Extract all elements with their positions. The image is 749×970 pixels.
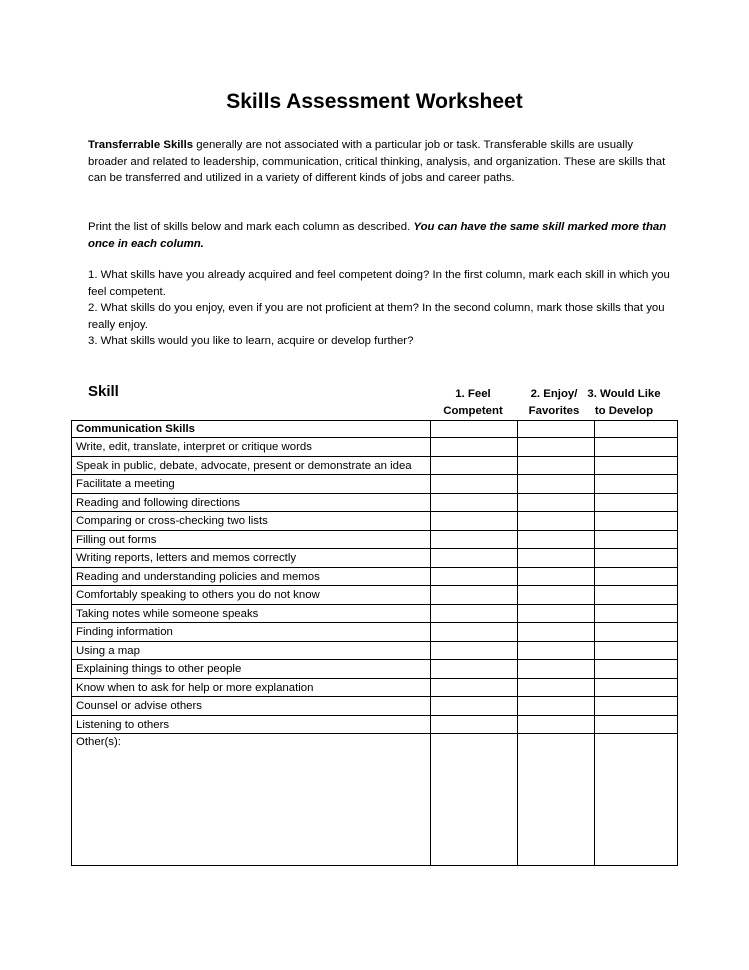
check-cell-develop[interactable]	[594, 586, 677, 605]
skill-label: Finding information	[72, 623, 431, 642]
check-cell-enjoy[interactable]	[517, 530, 594, 549]
check-cell-develop[interactable]	[594, 678, 677, 697]
table-row	[72, 493, 678, 512]
check-cell-enjoy[interactable]	[517, 734, 594, 866]
check-cell-develop[interactable]	[594, 715, 677, 734]
skill-label: Facilitate a meeting	[72, 475, 431, 494]
skill-label: Counsel or advise others	[72, 697, 431, 716]
skill-label: Comparing or cross-checking two lists	[72, 512, 431, 531]
table-row	[72, 456, 678, 475]
table-row	[72, 512, 678, 531]
intro-paragraph	[88, 137, 673, 187]
column-header-line: 1. Feel	[455, 388, 491, 400]
check-cell-enjoy[interactable]	[517, 697, 594, 716]
check-cell-develop[interactable]	[594, 530, 677, 549]
instructions-emphasis: You can have the same skill marked more than once in each column.	[88, 221, 667, 250]
check-cell-enjoy[interactable]	[517, 715, 594, 734]
check-cell-enjoy[interactable]	[517, 475, 594, 494]
page-title: Skills Assessment Worksheet	[226, 90, 523, 113]
question-2: 2. What skills do you enjoy, even if you are not proficient at them? In the second column, mark those skills that you really enjoy.	[88, 302, 665, 331]
table-row	[72, 623, 678, 642]
check-cell-enjoy[interactable]	[517, 604, 594, 623]
skills-table	[71, 420, 678, 866]
question-3: 3. What skills would you like to learn, acquire or develop further?	[88, 335, 414, 347]
check-cell-develop[interactable]	[594, 623, 677, 642]
check-cell-develop[interactable]	[594, 421, 677, 438]
table-row	[72, 438, 678, 457]
question-1: 1. What skills have you already acquired and feel competent doing? In the first column, mark each skill in which you feel competent.	[88, 269, 670, 298]
check-cell-competent[interactable]	[430, 475, 517, 494]
check-cell-enjoy[interactable]	[517, 641, 594, 660]
table-row	[72, 697, 678, 716]
table-row	[72, 549, 678, 568]
check-cell-develop[interactable]	[594, 660, 677, 679]
check-cell-develop[interactable]	[594, 641, 677, 660]
check-cell-competent[interactable]	[430, 678, 517, 697]
check-cell-enjoy[interactable]	[517, 623, 594, 642]
column-header-line: 3. Would Like	[587, 388, 661, 400]
intro-text: generally are not associated with a particular job or task. Transferable skills are usually broader and related to leadership, communication, critical thinking, analysis, and organization. These are skills that can be transferred and utilized in a variety of different kinds of jobs and career paths.	[88, 139, 666, 184]
skill-label: Taking notes while someone speaks	[72, 604, 431, 623]
check-cell-competent[interactable]	[430, 456, 517, 475]
skill-label: Filling out forms	[72, 530, 431, 549]
skill-label: Writing reports, letters and memos correctly	[72, 549, 431, 568]
check-cell-develop[interactable]	[594, 438, 677, 457]
check-cell-competent[interactable]	[430, 530, 517, 549]
instructions-text: Print the list of skills below and mark each column as described.	[88, 221, 414, 233]
check-cell-develop[interactable]	[594, 475, 677, 494]
table-row	[72, 530, 678, 549]
check-cell-enjoy[interactable]	[517, 660, 594, 679]
check-cell-competent[interactable]	[430, 549, 517, 568]
check-cell-competent[interactable]	[430, 586, 517, 605]
check-cell-enjoy[interactable]	[517, 421, 594, 438]
other-label[interactable]: Other(s):	[72, 734, 431, 866]
check-cell-develop[interactable]	[594, 697, 677, 716]
table-row	[72, 567, 678, 586]
table-row	[72, 586, 678, 605]
skill-label: Comfortably speaking to others you do not know	[72, 586, 431, 605]
table-row	[72, 641, 678, 660]
check-cell-enjoy[interactable]	[517, 512, 594, 531]
check-cell-develop[interactable]	[594, 456, 677, 475]
table-row	[72, 604, 678, 623]
skill-label: Know when to ask for help or more explanation	[72, 678, 431, 697]
skill-label: Explaining things to other people	[72, 660, 431, 679]
skill-label: Speak in public, debate, advocate, present or demonstrate an idea	[72, 456, 431, 475]
questions-list	[88, 267, 673, 350]
check-cell-develop[interactable]	[594, 604, 677, 623]
check-cell-competent[interactable]	[430, 697, 517, 716]
check-cell-competent[interactable]	[430, 493, 517, 512]
check-cell-enjoy[interactable]	[517, 456, 594, 475]
skill-label: Reading and understanding policies and memos	[72, 567, 431, 586]
check-cell-enjoy[interactable]	[517, 678, 594, 697]
check-cell-competent[interactable]	[430, 438, 517, 457]
section-title: Communication Skills	[72, 421, 431, 438]
check-cell-competent[interactable]	[430, 715, 517, 734]
check-cell-competent[interactable]	[430, 421, 517, 438]
check-cell-enjoy[interactable]	[517, 493, 594, 512]
column-header-line: to Develop	[594, 405, 654, 417]
check-cell-competent[interactable]	[430, 641, 517, 660]
check-cell-develop[interactable]	[594, 493, 677, 512]
column-header-feel-competent	[432, 386, 514, 420]
skill-label: Listening to others	[72, 715, 431, 734]
check-cell-competent[interactable]	[430, 567, 517, 586]
check-cell-enjoy[interactable]	[517, 567, 594, 586]
skill-column-header: Skill	[88, 383, 119, 400]
check-cell-enjoy[interactable]	[517, 586, 594, 605]
table-row	[72, 660, 678, 679]
skill-label: Using a map	[72, 641, 431, 660]
check-cell-enjoy[interactable]	[517, 549, 594, 568]
column-header-would-like-to-develop	[583, 386, 665, 420]
check-cell-develop[interactable]	[594, 549, 677, 568]
table-row	[72, 715, 678, 734]
skill-label: Reading and following directions	[72, 493, 431, 512]
check-cell-develop[interactable]	[594, 512, 677, 531]
column-header-line: 2. Enjoy/	[530, 388, 578, 400]
column-header-enjoy-favorites	[516, 386, 592, 420]
table-row	[72, 475, 678, 494]
check-cell-develop[interactable]	[594, 734, 677, 866]
skill-label: Write, edit, translate, interpret or critique words	[72, 438, 431, 457]
other-row	[72, 734, 678, 866]
check-cell-enjoy[interactable]	[517, 438, 594, 457]
check-cell-competent[interactable]	[430, 660, 517, 679]
column-header-line: Favorites	[528, 405, 580, 417]
check-cell-competent[interactable]	[430, 623, 517, 642]
check-cell-competent[interactable]	[430, 512, 517, 531]
check-cell-develop[interactable]	[594, 567, 677, 586]
column-header-line: Competent	[443, 405, 503, 417]
intro-term: Transferrable Skills	[88, 139, 194, 151]
table-row	[72, 678, 678, 697]
instructions-paragraph	[88, 219, 673, 252]
check-cell-competent[interactable]	[430, 604, 517, 623]
check-cell-competent[interactable]	[430, 734, 517, 866]
